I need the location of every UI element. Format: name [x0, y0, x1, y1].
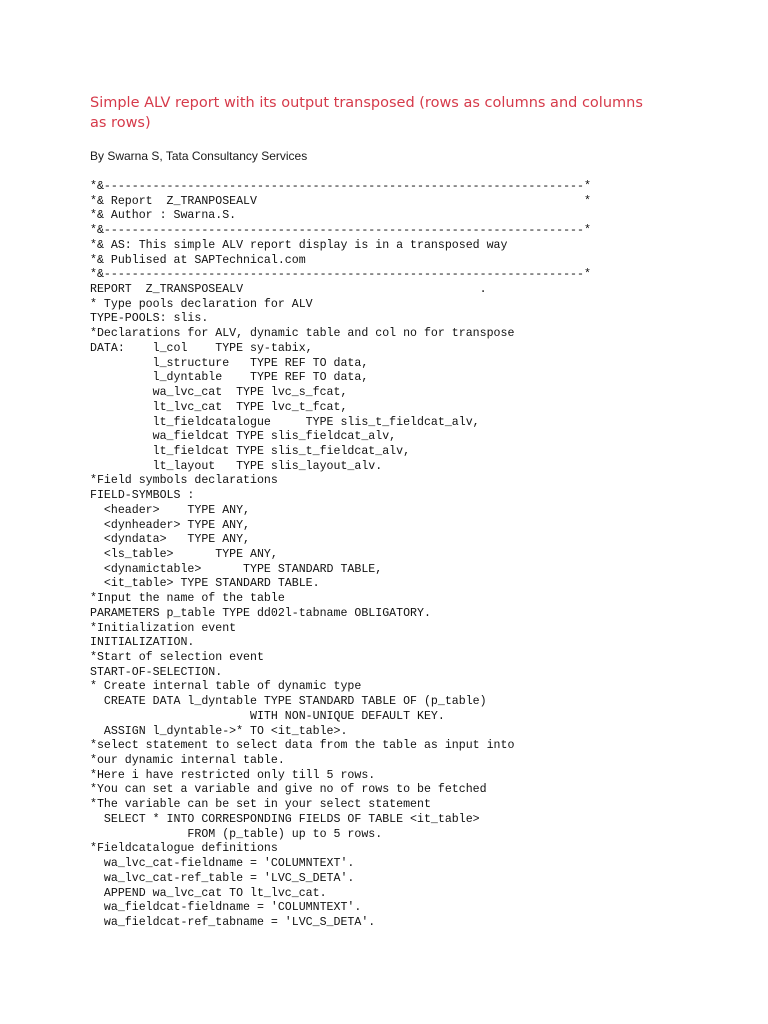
code-line: * Create internal table of dynamic type	[90, 680, 362, 694]
article-title: Simple ALV report with its output transposed (rows as columns and columns as rows)	[90, 95, 643, 131]
code-line: lt_fieldcatalogue TYPE slis_t_fieldcat_alv,	[90, 415, 480, 429]
code-line: *Start of selection event	[90, 651, 264, 664]
code-line: ASSIGN l_dyntable->* TO <it_table>.	[90, 724, 348, 738]
code-line: *Field symbols declarations	[90, 474, 278, 488]
code-line: FROM (p_table) up to 5 rows.	[90, 827, 383, 841]
code-line: l_dyntable TYPE REF TO data,	[90, 371, 369, 385]
code-line: *our dynamic internal table.	[90, 754, 285, 768]
code-line: lt_lvc_cat TYPE lvc_t_fcat,	[90, 400, 348, 414]
code-line: lt_layout TYPE slis_layout_alv.	[90, 459, 383, 473]
code-line: *Initialization event	[90, 621, 237, 635]
code-line: APPEND wa_lvc_cat TO lt_lvc_cat.	[90, 886, 327, 900]
code-line: <dyndata> TYPE ANY,	[90, 533, 251, 547]
author-byline: By Swarna S, Tata Consultancy Services	[90, 149, 308, 163]
code-line: *&---------------------------------------------------------------------*	[90, 180, 591, 193]
code-line: wa_fieldcat-fieldname = 'COLUMNTEXT'.	[90, 901, 362, 915]
code-line: <dynheader> TYPE ANY,	[90, 518, 251, 532]
code-line: wa_lvc_cat-fieldname = 'COLUMNTEXT'.	[90, 857, 355, 871]
code-line: INITIALIZATION.	[90, 636, 195, 650]
code-line: <it_table> TYPE STANDARD TABLE.	[90, 577, 320, 591]
code-line: *& AS: This simple ALV report display is in a transposed way	[90, 238, 508, 252]
code-line: wa_fieldcat-ref_tabname = 'LVC_S_DETA'.	[90, 915, 376, 929]
code-line: PARAMETERS p_table TYPE dd02l-tabname OBLIGATORY.	[90, 606, 431, 620]
code-line: * Type pools declaration for ALV	[90, 297, 313, 311]
code-line: wa_fieldcat TYPE slis_fieldcat_alv,	[90, 430, 397, 444]
code-listing	[90, 180, 750, 931]
code-line: <dynamictable> TYPE STANDARD TABLE,	[90, 562, 383, 576]
code-line: *Input the name of the table	[90, 592, 285, 606]
code-line: DATA: l_col TYPE sy-tabix,	[90, 341, 313, 355]
code-line: *Here i have restricted only till 5 rows.	[90, 768, 376, 782]
code-line: SELECT * INTO CORRESPONDING FIELDS OF TABLE <it_table>	[90, 812, 480, 826]
code-line: CREATE DATA l_dyntable TYPE STANDARD TABLE OF (p_table)	[90, 695, 487, 709]
code-line: <ls_table> TYPE ANY,	[90, 547, 278, 561]
code-line: *&---------------------------------------------------------------------*	[90, 224, 591, 238]
code-line: <header> TYPE ANY,	[90, 503, 251, 517]
code-line: *You can set a variable and give no of rows to be fetched	[90, 783, 487, 797]
code-line: REPORT Z_TRANSPOSEALV .	[90, 283, 487, 297]
code-line: *The variable can be set in your select statement	[90, 798, 431, 812]
code-line: *Declarations for ALV, dynamic table and col no for transpose	[90, 327, 515, 341]
code-line: *select statement to select data from the table as input into	[90, 739, 515, 753]
code-line: WITH NON-UNIQUE DEFAULT KEY.	[90, 709, 445, 723]
code-line: START-OF-SELECTION.	[90, 665, 223, 679]
code-line: wa_lvc_cat TYPE lvc_s_fcat,	[90, 386, 348, 400]
code-line: l_structure TYPE REF TO data,	[90, 356, 369, 370]
code-line: *& Publised at SAPTechnical.com	[90, 253, 306, 267]
code-line: TYPE-POOLS: slis.	[90, 312, 209, 326]
code-line: *&---------------------------------------------------------------------*	[90, 268, 591, 282]
code-line: *Fieldcatalogue definitions	[90, 842, 278, 856]
code-line: *& Author : Swarna.S.	[90, 209, 237, 223]
code-line: *& Report Z_TRANPOSEALV *	[90, 194, 591, 208]
code-line: lt_fieldcat TYPE slis_t_fieldcat_alv,	[90, 444, 411, 458]
code-line: wa_lvc_cat-ref_table = 'LVC_S_DETA'.	[90, 871, 355, 885]
code-line: FIELD-SYMBOLS :	[90, 489, 195, 503]
